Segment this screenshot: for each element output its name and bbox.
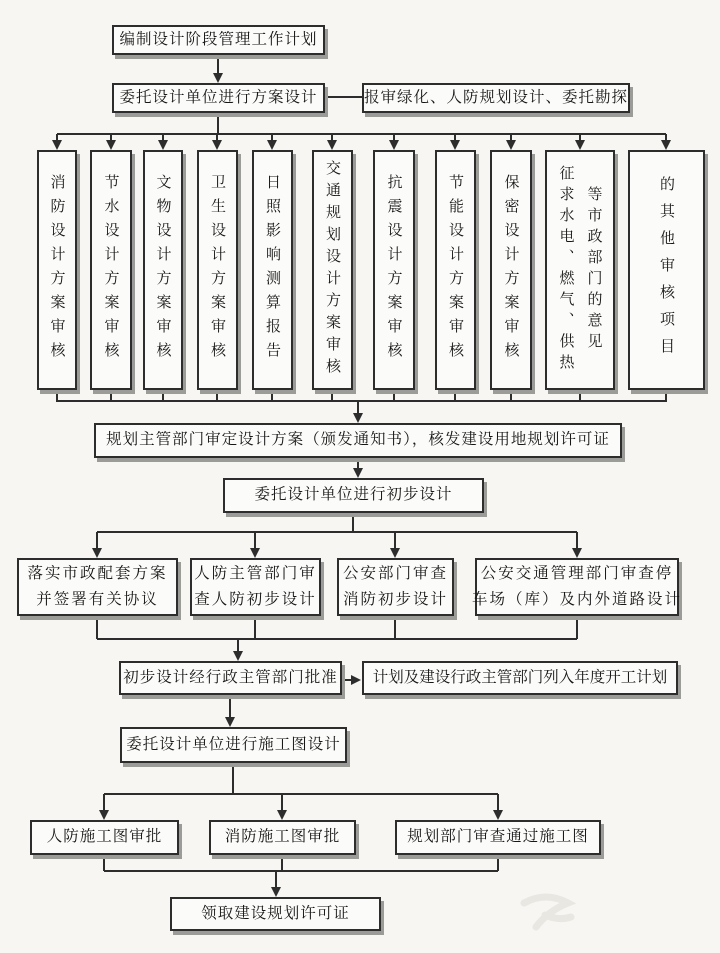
branch-police-fire-prelim xyxy=(337,558,454,616)
branch-line: 车场（库）及内外道路设计 xyxy=(472,591,683,608)
branch-line: 人防主管部门审 xyxy=(194,565,317,582)
review-column-cultural-relics xyxy=(143,150,183,390)
review-column-label: 保密设计方案审核 xyxy=(502,174,520,366)
review-column-label: 交通规划设计方案审核 xyxy=(324,160,341,380)
node-preliminary-design: 委托设计单位进行初步设计 xyxy=(223,478,484,513)
review-column-seismic xyxy=(373,150,415,390)
review-column-other-items xyxy=(628,150,705,390)
branch-line: 并签署有关协议 xyxy=(36,591,159,608)
review-column-fire xyxy=(37,150,77,390)
branch-line: 消防初步设计 xyxy=(342,591,448,608)
node-annual-plan: 计划及建设行政主管部门列入年度开工计划 xyxy=(362,661,678,695)
branch-line: 公安部门审查 xyxy=(342,565,448,582)
review-column-water-saving xyxy=(90,150,132,390)
branch-civil-defense-drawing: 人防施工图审批 xyxy=(30,820,179,855)
review-column-label: 的其他审核项目 xyxy=(658,175,675,365)
review-column-label: 卫生设计方案审核 xyxy=(209,174,226,366)
node-side-reports: 报审绿化、人防规划设计、委托勘探 xyxy=(362,83,630,113)
branch-traffic-parking-prelim xyxy=(472,558,683,616)
node-prelim-approval: 初步设计经行政主管部门批准 xyxy=(119,661,342,695)
review-column-label: 等市政部门的意见 xyxy=(585,186,603,354)
watermark-smudge xyxy=(524,897,571,927)
branch-planning-drawing: 规划部门审查通过施工图 xyxy=(395,820,601,855)
node-prepare-plan: 编制设计阶段管理工作计划 xyxy=(112,25,325,55)
branch-line: 查人防初步设计 xyxy=(194,591,317,608)
branch-line: 公安交通管理部门审查停 xyxy=(480,565,674,582)
branch-line: 落实市政配套方案 xyxy=(27,565,168,582)
review-column-confidentiality xyxy=(490,150,532,390)
review-column-label: 征求水电、燃气、供热 xyxy=(557,165,575,375)
node-final-permit: 领取建设规划许可证 xyxy=(170,897,381,931)
review-column-traffic xyxy=(312,150,353,390)
branch-civil-defense-prelim xyxy=(190,558,321,616)
review-column-label: 节能设计方案审核 xyxy=(447,174,464,366)
review-column-label: 日照影响测算报告 xyxy=(264,174,281,366)
branch-municipal-support xyxy=(17,558,178,616)
review-column-sanitation xyxy=(197,150,238,390)
review-column-label: 抗震设计方案审核 xyxy=(385,174,403,366)
review-column-energy xyxy=(435,150,476,390)
branch-fire-drawing: 消防施工图审批 xyxy=(209,820,356,855)
node-scheme-design: 委托设计单位进行方案设计 xyxy=(112,83,325,113)
review-column-utilities-consult xyxy=(545,150,615,390)
review-column-label: 文物设计方案审核 xyxy=(154,174,172,366)
node-plan-approval: 规划主管部门审定设计方案（颁发通知书），核发建设用地规划许可证 xyxy=(94,423,622,458)
review-column-label: 节水设计方案审核 xyxy=(102,174,120,366)
review-column-label: 消防设计方案审核 xyxy=(48,174,66,366)
node-working-drawing: 委托设计单位进行施工图设计 xyxy=(120,727,347,763)
review-column-sunlight xyxy=(252,150,293,390)
